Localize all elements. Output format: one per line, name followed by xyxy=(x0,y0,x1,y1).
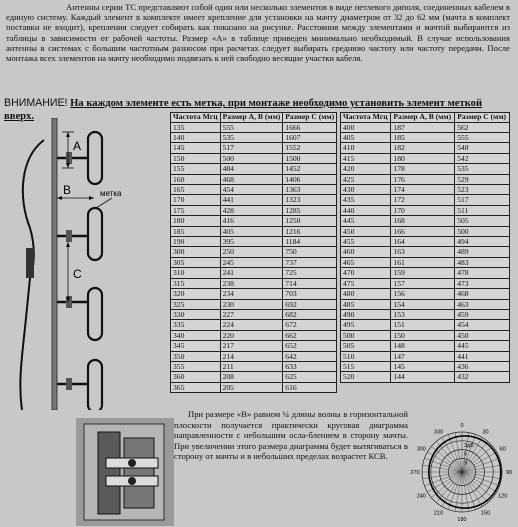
frequency-cell: 300 xyxy=(171,247,221,257)
size-ab-cell: 174 xyxy=(391,185,455,195)
size-ab-cell: 178 xyxy=(391,164,455,174)
frequency-cell: 335 xyxy=(171,320,221,330)
size-c-cell: 489 xyxy=(455,247,510,257)
size-ab-cell: 416 xyxy=(220,216,283,226)
table-row xyxy=(341,174,510,184)
size-ab-cell: 182 xyxy=(391,143,455,153)
dipole-element-2 xyxy=(57,208,102,260)
mark-label: метка xyxy=(100,189,122,198)
dimension-c xyxy=(66,242,82,302)
size-c-cell: 523 xyxy=(455,185,510,195)
table-row xyxy=(341,205,510,215)
table-row xyxy=(341,351,510,361)
table-row xyxy=(171,330,337,340)
size-ab-cell: 156 xyxy=(391,289,455,299)
table-row xyxy=(341,341,510,351)
polar-angle-label: 270 xyxy=(410,470,420,476)
frequency-cell: 450 xyxy=(341,226,391,236)
polar-angle-label: 30 xyxy=(482,429,489,436)
size-ab-cell: 145 xyxy=(391,361,455,371)
frequency-cell: 490 xyxy=(341,309,391,319)
size-ab-cell: 208 xyxy=(220,372,283,382)
size-c-cell: 616 xyxy=(283,382,337,392)
table-row xyxy=(171,226,337,236)
table-row xyxy=(341,299,510,309)
size-ab-cell: 170 xyxy=(391,205,455,215)
polar-angle-label: 210 xyxy=(433,510,444,517)
radiation-pattern-note: При размере «В» равном ¼ длины волны в горизонтальной плоскости получается практически круговая диаграмма направленности с небольшим осла-блением в сторону мачты. При увеличении этого размера диаграмма будет вытягиваться в сторону от мачты и в небольших пределах возрастет КСВ. xyxy=(174,409,408,462)
frequency-cell: 315 xyxy=(171,278,221,288)
table-row xyxy=(171,278,337,288)
size-ab-cell: 159 xyxy=(391,268,455,278)
table-row xyxy=(171,133,337,143)
table-row xyxy=(171,205,337,215)
frequency-cell: 475 xyxy=(341,278,391,288)
size-ab-cell: 157 xyxy=(391,278,455,288)
size-c-cell: 1406 xyxy=(283,174,337,184)
size-ab-cell: 441 xyxy=(220,195,283,205)
dipole-element-4 xyxy=(57,360,102,410)
size-c-cell: 1285 xyxy=(283,205,337,215)
frequency-cell: 485 xyxy=(341,299,391,309)
frequency-cell: 435 xyxy=(341,195,391,205)
dimension-b-label: B xyxy=(63,183,72,197)
size-ab-cell: 217 xyxy=(220,341,283,351)
size-ab-cell: 517 xyxy=(220,143,283,153)
size-ab-cell: 484 xyxy=(220,164,283,174)
size-ab-cell: 395 xyxy=(220,237,283,247)
size-c-cell: 517 xyxy=(455,195,510,205)
size-c-cell: 672 xyxy=(283,320,337,330)
header-size-ab: Размер А, В (мм) xyxy=(220,113,283,123)
table-row xyxy=(171,122,337,132)
table-row xyxy=(341,237,510,247)
table-row xyxy=(171,247,337,257)
warning-prefix: ВНИМАНИЕ! xyxy=(4,97,68,109)
frequency-cell: 185 xyxy=(171,226,221,236)
size-c-cell: 652 xyxy=(283,341,337,351)
frequency-cell: 480 xyxy=(341,289,391,299)
size-c-cell: 535 xyxy=(455,164,510,174)
frequency-cell: 345 xyxy=(171,341,221,351)
size-c-cell: 625 xyxy=(283,372,337,382)
size-c-cell: 511 xyxy=(455,205,510,215)
table-row xyxy=(171,153,337,163)
table-row xyxy=(341,361,510,371)
polar-angle-label: 300 xyxy=(416,446,426,453)
size-c-cell: 483 xyxy=(455,257,510,267)
frequency-cell: 155 xyxy=(171,164,221,174)
frequency-cell: 175 xyxy=(171,205,221,215)
size-ab-cell: 176 xyxy=(391,174,455,184)
header-frequency: Частота Мгц xyxy=(171,113,221,123)
frequency-cell: 515 xyxy=(341,361,391,371)
table-row xyxy=(341,164,510,174)
size-ab-cell: 214 xyxy=(220,351,283,361)
size-c-cell: 725 xyxy=(283,268,337,278)
size-c-cell: 505 xyxy=(455,216,510,226)
size-c-cell: 714 xyxy=(283,278,337,288)
frequency-cell: 455 xyxy=(341,237,391,247)
table-row xyxy=(341,278,510,288)
frequency-cell: 340 xyxy=(171,330,221,340)
size-ab-cell: 220 xyxy=(220,330,283,340)
size-ab-cell: 150 xyxy=(391,330,455,340)
size-ab-cell: 468 xyxy=(220,174,283,184)
frequency-cell: 430 xyxy=(341,185,391,195)
header-size-c: Размер С (мм) xyxy=(283,113,337,123)
frequency-cell: 135 xyxy=(171,122,221,132)
size-c-cell: 1552 xyxy=(283,143,337,153)
table-row xyxy=(341,330,510,340)
frequency-cell: 145 xyxy=(171,143,221,153)
size-ab-cell: 238 xyxy=(220,278,283,288)
table-row xyxy=(341,372,510,382)
table-row xyxy=(341,289,510,299)
dimension-c-label: C xyxy=(73,267,82,281)
dimensions-table-left xyxy=(170,112,337,393)
frequency-cell: 425 xyxy=(341,174,391,184)
size-c-cell: 682 xyxy=(283,309,337,319)
size-c-cell: 494 xyxy=(455,237,510,247)
frequency-cell: 365 xyxy=(171,382,221,392)
size-ab-cell: 205 xyxy=(220,382,283,392)
table-row xyxy=(171,289,337,299)
frequency-cell: 410 xyxy=(341,143,391,153)
table-row xyxy=(171,372,337,382)
size-ab-cell: 250 xyxy=(220,247,283,257)
size-ab-cell: 151 xyxy=(391,320,455,330)
frequency-cell: 160 xyxy=(171,174,221,184)
table-row xyxy=(171,320,337,330)
size-c-cell: 1500 xyxy=(283,153,337,163)
frequency-cell: 440 xyxy=(341,205,391,215)
table-row xyxy=(171,164,337,174)
frequency-cell: 360 xyxy=(171,372,221,382)
size-c-cell: 1184 xyxy=(283,237,337,247)
size-c-cell: 1323 xyxy=(283,195,337,205)
frequency-cell: 180 xyxy=(171,216,221,226)
frequency-cell: 520 xyxy=(341,372,391,382)
table-row xyxy=(171,257,337,267)
size-c-cell: 555 xyxy=(455,133,510,143)
table-row xyxy=(341,133,510,143)
frequency-cell: 470 xyxy=(341,268,391,278)
table-row xyxy=(341,309,510,319)
size-ab-cell: 144 xyxy=(391,372,455,382)
frequency-cell: 465 xyxy=(341,257,391,267)
size-ab-cell: 245 xyxy=(220,257,283,267)
table-row xyxy=(171,351,337,361)
table-row xyxy=(341,143,510,153)
table-row xyxy=(171,299,337,309)
table-row xyxy=(341,226,510,236)
size-ab-cell: 428 xyxy=(220,205,283,215)
size-ab-cell: 148 xyxy=(391,341,455,351)
size-ab-cell: 153 xyxy=(391,309,455,319)
size-c-cell: 662 xyxy=(283,330,337,340)
polar-level-label: 6 xyxy=(464,451,468,458)
size-ab-cell: 500 xyxy=(220,153,283,163)
size-c-cell: 1666 xyxy=(283,122,337,132)
table-row xyxy=(171,237,337,247)
polar-level-label: 9 xyxy=(464,460,468,467)
size-ab-cell: 185 xyxy=(391,133,455,143)
size-c-cell: 463 xyxy=(455,299,510,309)
size-ab-cell: 224 xyxy=(220,320,283,330)
size-ab-cell: 154 xyxy=(391,299,455,309)
table-row xyxy=(171,309,337,319)
size-c-cell: 1216 xyxy=(283,226,337,236)
size-ab-cell: 405 xyxy=(220,226,283,236)
antenna-drawing xyxy=(0,118,170,410)
size-ab-cell: 180 xyxy=(391,153,455,163)
table-row xyxy=(171,341,337,351)
table-row xyxy=(171,216,337,226)
table-row xyxy=(341,185,510,195)
frequency-cell: 165 xyxy=(171,185,221,195)
size-ab-cell: 163 xyxy=(391,247,455,257)
polar-radiation-diagram xyxy=(410,414,514,526)
size-c-cell: 633 xyxy=(283,361,337,371)
table-row xyxy=(341,122,510,132)
polar-angle-label: 0 xyxy=(460,423,464,429)
size-c-cell: 459 xyxy=(455,309,510,319)
size-c-cell: 441 xyxy=(455,351,510,361)
frequency-cell: 400 xyxy=(341,122,391,132)
warning-text: На каждом элементе есть метка, при монтаже необходимо установить элемент меткой вверх. xyxy=(4,98,483,122)
size-ab-cell: 211 xyxy=(220,361,283,371)
frequency-cell: 505 xyxy=(341,341,391,351)
table-row xyxy=(341,320,510,330)
size-ab-cell: 161 xyxy=(391,257,455,267)
dimension-a-label: A xyxy=(73,139,82,153)
size-c-cell: 436 xyxy=(455,361,510,371)
table-row xyxy=(341,247,510,257)
polar-angle-label: 240 xyxy=(416,493,426,500)
frequency-cell: 405 xyxy=(341,133,391,143)
size-c-cell: 468 xyxy=(455,289,510,299)
frequency-cell: 325 xyxy=(171,299,221,309)
frequency-cell: 140 xyxy=(171,133,221,143)
size-c-cell: 500 xyxy=(455,226,510,236)
frequency-cell: 170 xyxy=(171,195,221,205)
cable-splitter xyxy=(26,248,34,278)
table-row xyxy=(341,153,510,163)
size-c-cell: 432 xyxy=(455,372,510,382)
dimensions-table-right xyxy=(340,112,510,383)
size-c-cell: 445 xyxy=(455,341,510,351)
size-c-cell: 692 xyxy=(283,299,337,309)
polar-angle-label: 90 xyxy=(505,470,513,476)
frequency-cell: 510 xyxy=(341,351,391,361)
size-c-cell: 548 xyxy=(455,143,510,153)
size-ab-cell: 227 xyxy=(220,309,283,319)
mast xyxy=(52,118,57,410)
polar-angle-label: 330 xyxy=(433,429,444,436)
size-c-cell: 737 xyxy=(283,257,337,267)
size-ab-cell: 172 xyxy=(391,195,455,205)
frequency-cell: 350 xyxy=(171,351,221,361)
frequency-cell: 310 xyxy=(171,268,221,278)
size-c-cell: 562 xyxy=(455,122,510,132)
header-size-c: Размер С (мм) xyxy=(455,113,510,123)
size-c-cell: 703 xyxy=(283,289,337,299)
table-row xyxy=(341,268,510,278)
polar-angle-label: 150 xyxy=(480,510,491,517)
size-c-cell: 1607 xyxy=(283,133,337,143)
dimension-b xyxy=(57,183,94,200)
size-c-cell: 1250 xyxy=(283,216,337,226)
intro-paragraph: Антенны серии ТС представляют собой один или несколько элементов в виде петлевого диполя, соединенных кабелем в единую систему. Каждый элемент в комплекте имеет крепление для установки на мачту диаметром от 32 до 62 мм (мачта в комплект поставки не входит), крепления следует собирать как показано на рисунке. Расстояния между элементами и мачтой выбираются из таблицы в зависимости от рабочей частоты. Размер «А» в таблице приведен минимально необходимый. В случае использования антенны в системах с большим частотным разносом при расчетах следует выбирать среднюю частоту или частоту передачи. После монтажа всех элементов на мачту необходимо подвязать к ней свободно весящие участки кабеля. xyxy=(6,2,510,64)
header-size-ab: Размер А, В (мм) xyxy=(391,113,455,123)
polar-angle-label: 120 xyxy=(498,493,508,500)
frequency-cell: 460 xyxy=(341,247,391,257)
size-c-cell: 1363 xyxy=(283,185,337,195)
table-row xyxy=(341,195,510,205)
frequency-cell: 330 xyxy=(171,309,221,319)
table-row xyxy=(341,257,510,267)
size-c-cell: 473 xyxy=(455,278,510,288)
mount-clamp-drawing xyxy=(76,418,174,526)
size-ab-cell: 241 xyxy=(220,268,283,278)
size-c-cell: 450 xyxy=(455,330,510,340)
size-c-cell: 1452 xyxy=(283,164,337,174)
table-row xyxy=(171,143,337,153)
frequency-cell: 500 xyxy=(341,330,391,340)
table-row xyxy=(171,195,337,205)
size-c-cell: 642 xyxy=(283,351,337,361)
table-row xyxy=(341,216,510,226)
polar-angle-label: 180 xyxy=(457,517,467,523)
table-row xyxy=(171,361,337,371)
frequency-cell: 150 xyxy=(171,153,221,163)
table-row xyxy=(171,382,337,392)
header-frequency: Частота Мгц xyxy=(341,113,391,123)
frequency-cell: 415 xyxy=(341,153,391,163)
size-ab-cell: 166 xyxy=(391,226,455,236)
frequency-cell: 355 xyxy=(171,361,221,371)
polar-angle-label: 60 xyxy=(499,446,506,453)
dipole-element-3 xyxy=(57,288,102,340)
size-c-cell: 542 xyxy=(455,153,510,163)
size-ab-cell: 230 xyxy=(220,299,283,309)
size-c-cell: 454 xyxy=(455,320,510,330)
frequency-cell: 495 xyxy=(341,320,391,330)
size-c-cell: 750 xyxy=(283,247,337,257)
polar-level-label: 3дБ xyxy=(464,442,474,449)
frequency-cell: 445 xyxy=(341,216,391,226)
size-ab-cell: 555 xyxy=(220,122,283,132)
size-ab-cell: 187 xyxy=(391,122,455,132)
size-ab-cell: 454 xyxy=(220,185,283,195)
table-row xyxy=(171,268,337,278)
size-c-cell: 529 xyxy=(455,174,510,184)
size-ab-cell: 147 xyxy=(391,351,455,361)
size-ab-cell: 535 xyxy=(220,133,283,143)
table-row xyxy=(171,174,337,184)
size-ab-cell: 168 xyxy=(391,216,455,226)
mark-callout xyxy=(96,189,122,208)
frequency-cell: 420 xyxy=(341,164,391,174)
frequency-cell: 320 xyxy=(171,289,221,299)
frequency-cell: 190 xyxy=(171,237,221,247)
size-ab-cell: 164 xyxy=(391,237,455,247)
size-ab-cell: 234 xyxy=(220,289,283,299)
table-row xyxy=(171,185,337,195)
frequency-cell: 305 xyxy=(171,257,221,267)
size-c-cell: 478 xyxy=(455,268,510,278)
